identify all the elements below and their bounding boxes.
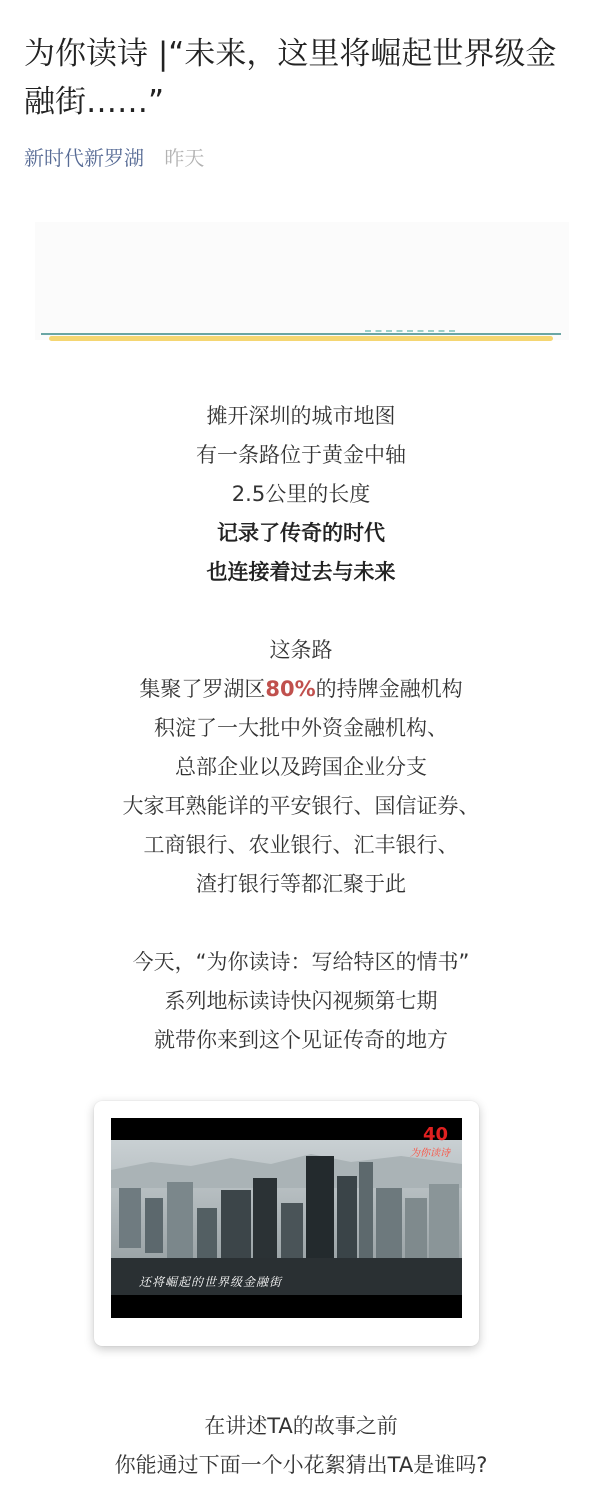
banner-teal-line xyxy=(41,333,561,335)
poem-line-with-highlight xyxy=(0,670,602,709)
poem-line: 渣打银行等都汇聚于此 xyxy=(196,872,406,896)
poem-line: 积淀了一大批中外资金融机构、 xyxy=(154,716,448,740)
article-meta xyxy=(24,143,204,173)
poem-line: 有一条路位于黄金中轴 xyxy=(196,443,406,467)
poem-line: 你能通过下面一个小花絮猜出TA是谁吗? xyxy=(114,1453,488,1477)
poem-stanza-2 xyxy=(0,631,602,904)
logo-number: 40 xyxy=(422,1124,448,1145)
poem-stanza-4 xyxy=(0,1407,602,1485)
poem-stanza-1 xyxy=(0,397,602,592)
poem-line: 工商银行、农业银行、汇丰银行、 xyxy=(143,833,459,857)
poem-line: 系列地标读诗快闪视频第七期 xyxy=(164,989,438,1013)
poem-stanza-3 xyxy=(0,943,602,1060)
poem-text: 的持牌金融机构 xyxy=(315,677,463,701)
poem-line: 2.5公里的长度 xyxy=(231,482,371,506)
article-title: 为你读诗 |“未来，这里将崛起世界级金融街……” xyxy=(24,36,557,120)
poem-line: 这条路 xyxy=(269,638,333,662)
program-logo xyxy=(398,1124,450,1158)
poem-line: 就带你来到这个见证传奇的地方 xyxy=(154,1028,448,1052)
poem-line: 今天，“为你读诗：写给特区的情书” xyxy=(132,950,470,974)
highlight-percentage: 80% xyxy=(265,677,316,701)
poem-line-bold: 记录了传奇的时代 xyxy=(217,521,385,545)
header-banner-image xyxy=(35,222,569,340)
publish-time: 昨天 xyxy=(164,146,205,170)
video-player[interactable] xyxy=(111,1118,462,1318)
poem-line: 大家耳熟能详的平安银行、国信证券、 xyxy=(122,794,480,818)
logo-text: 为你读诗 xyxy=(410,1148,450,1159)
video-card[interactable] xyxy=(94,1101,479,1346)
poem-line: 总部企业以及跨国企业分支 xyxy=(175,755,427,779)
banner-yellow-brush xyxy=(49,336,553,341)
banner-dashed-line xyxy=(365,330,455,334)
poem-line-bold: 也连接着过去与未来 xyxy=(206,560,396,584)
poem-text: 集聚了罗湖区 xyxy=(139,677,266,701)
video-subtitle: 还将崛起的世界级金融街 xyxy=(139,1275,283,1289)
account-name-link[interactable]: 新时代新罗湖 xyxy=(24,146,144,170)
poem-line: 在讲述TA的故事之前 xyxy=(204,1414,398,1438)
poem-line: 摊开深圳的城市地图 xyxy=(206,404,396,428)
